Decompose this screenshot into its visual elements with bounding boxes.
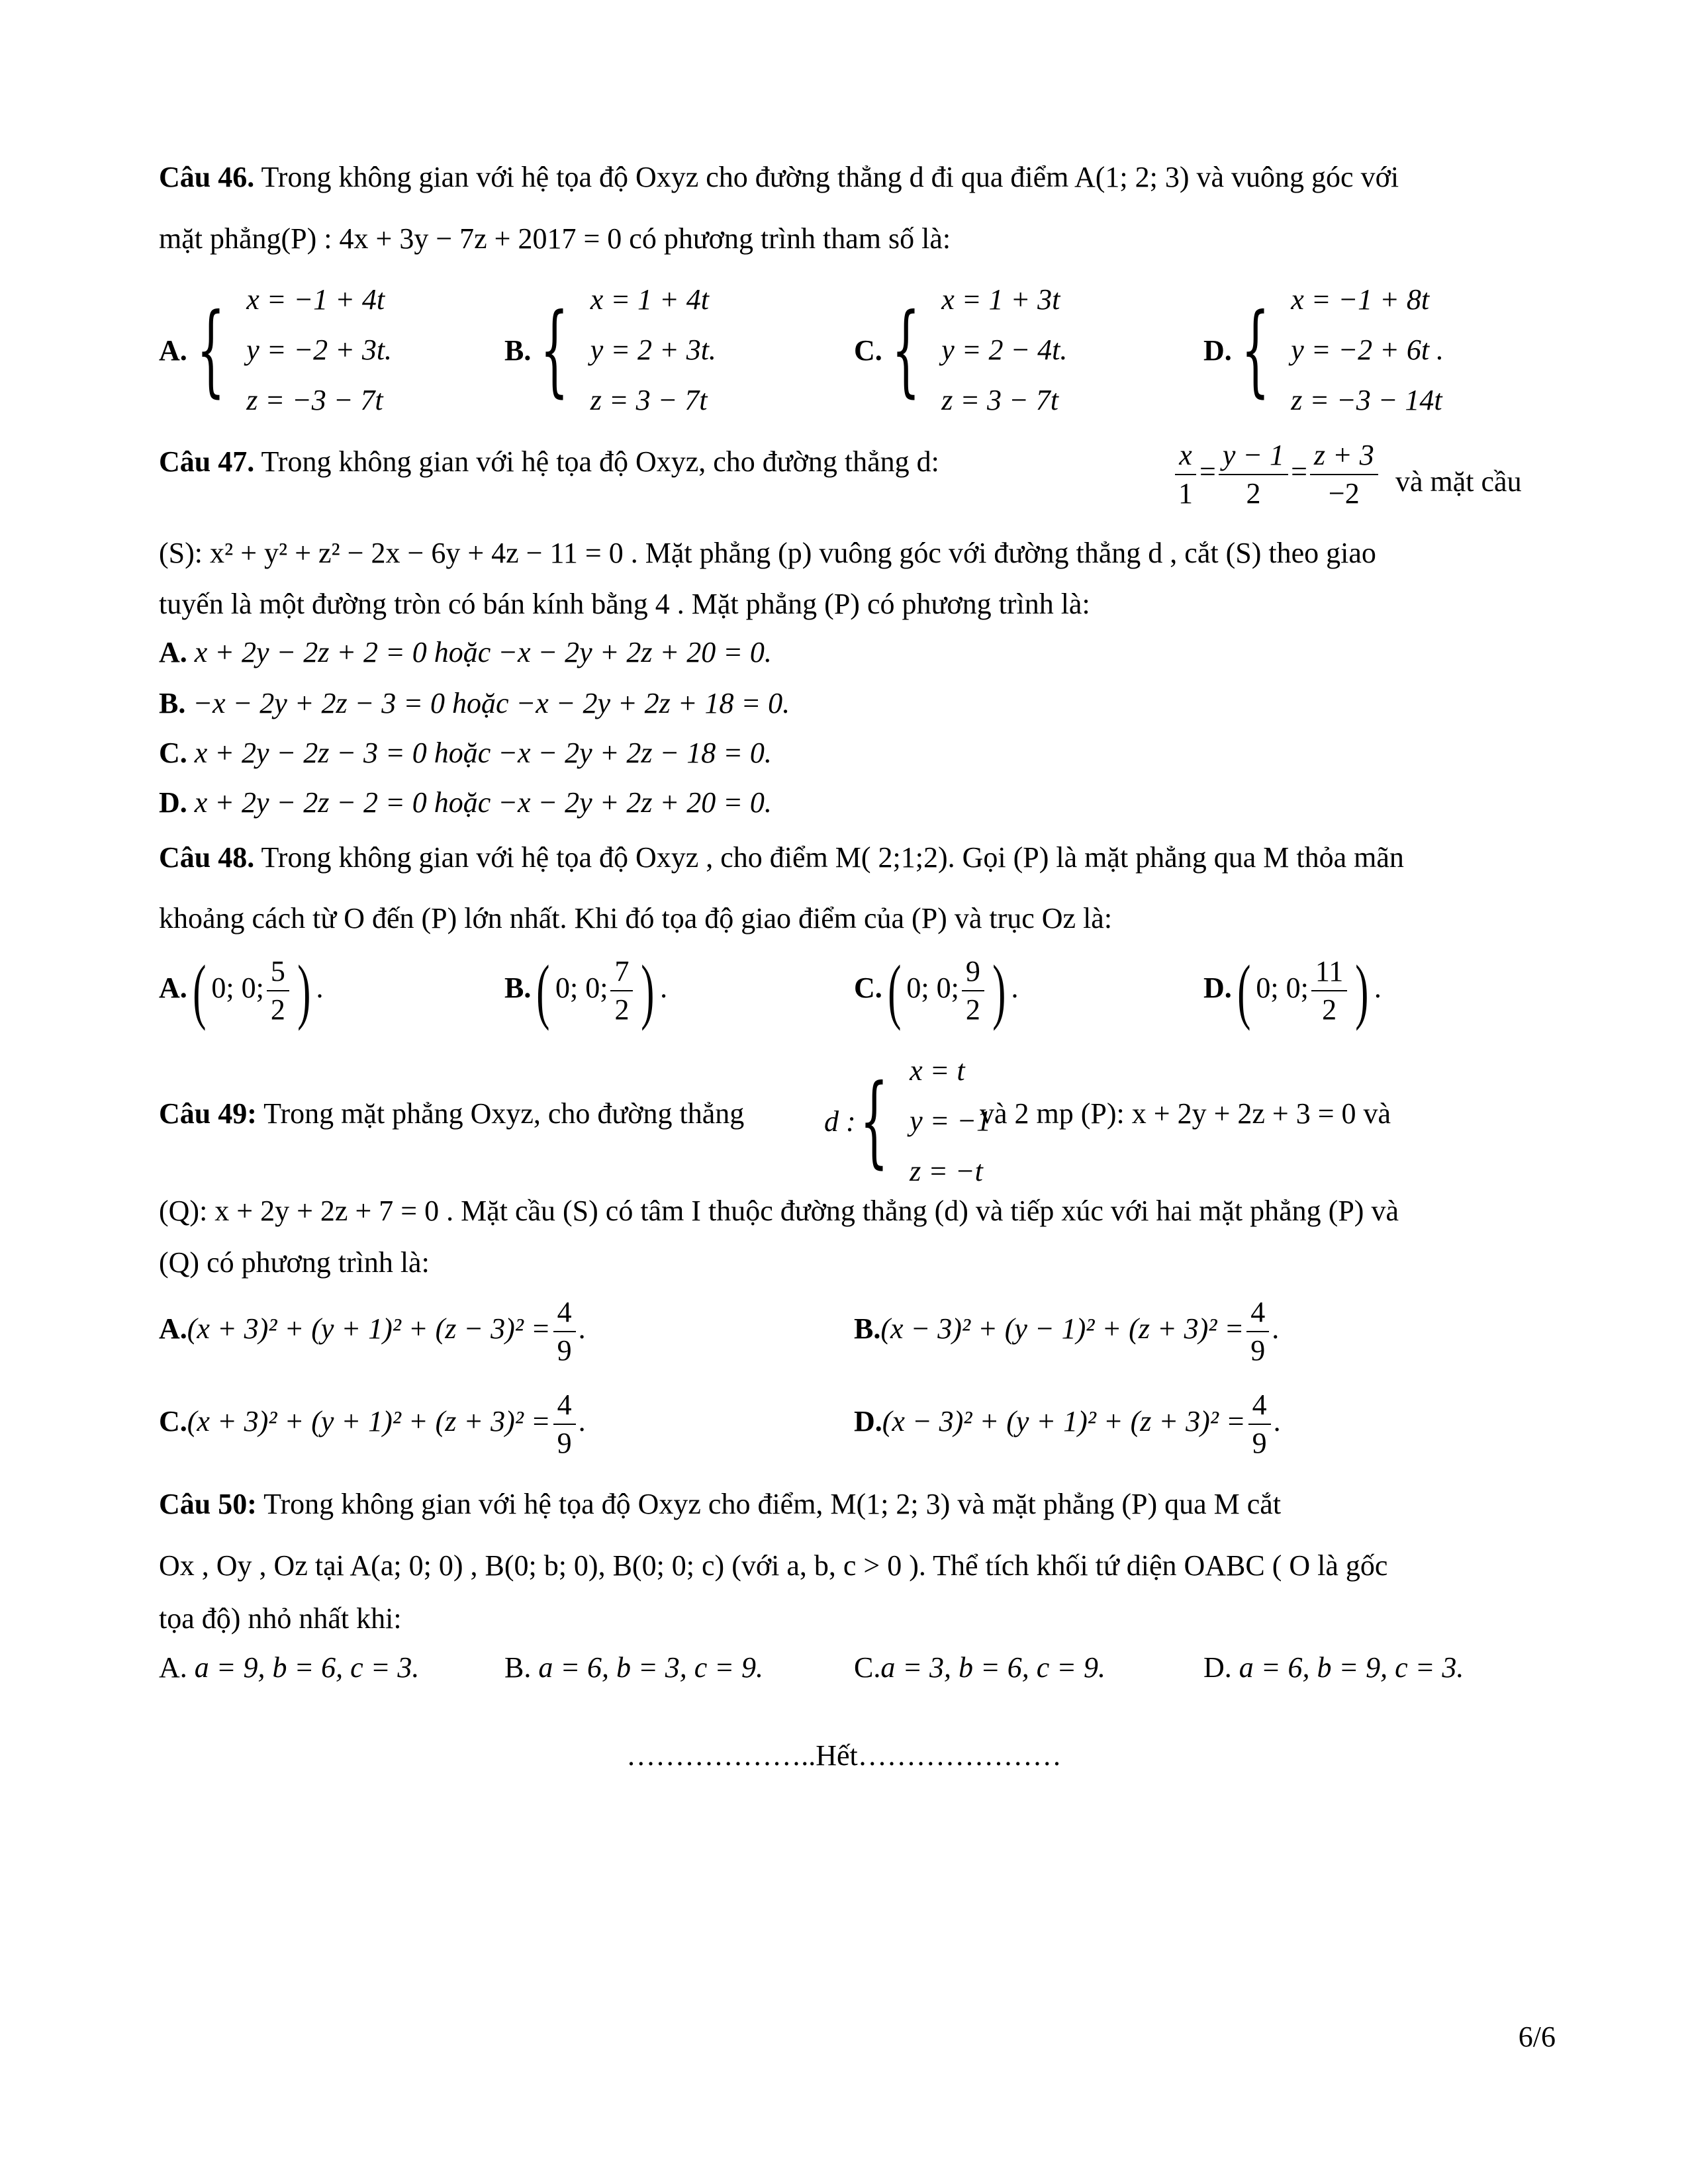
q46-line2 — [159, 220, 951, 257]
right-paren-icon: ) — [1355, 950, 1369, 1031]
q47-text1: Trong không gian với hệ tọa độ Oxyz, cho đường thẳng d: — [254, 445, 939, 478]
system-row: z = −3 − 14t — [1291, 384, 1442, 416]
fraction: $\frac{z + 3}{-2}$ — [1310, 437, 1378, 512]
q47-line3 — [159, 586, 1090, 622]
q48-text1: Trong không gian với hệ tọa độ Oxyz , cho điểm M( 2;1;2). Gọi (P) là mặt phẳng qua M thỏa mãn — [254, 841, 1404, 874]
q50-option-b[interactable] — [504, 1649, 763, 1686]
q50-text2: Ox , Oy , Oz tại A(a; 0; 0) , B(0; b; 0), B(0; 0; c) (với a, b, c > 0 ). Thể tích khối tứ diện OABC ( O là gốc — [159, 1549, 1388, 1582]
brace-icon: { — [540, 293, 569, 408]
option-label: B. — [504, 972, 532, 1005]
q46-text1: Trong không gian với hệ tọa độ Oxyz cho đường thẳng d đi qua điểm A(1; 2; 3) và vuông góc với — [254, 161, 1399, 193]
fraction: $\frac{4}{9}$ — [1246, 1294, 1269, 1369]
option-label: D. — [1203, 1651, 1232, 1684]
option-label: C. — [854, 334, 882, 367]
system-row: x = 1 + 3t — [941, 283, 1060, 316]
q49-option-a[interactable]: A.(x + 3)² + (y + 1)² + (z − 3)² = $\frac{4}{9}$ . — [159, 1294, 586, 1369]
q50-line2 — [159, 1547, 1387, 1584]
option-text: 0; 0; — [906, 972, 959, 1005]
page-number: 6/6 — [1518, 2021, 1556, 2053]
q47-line2 — [159, 535, 1376, 571]
brace-icon: { — [891, 293, 920, 408]
option-text: x + 2y − 2z − 2 = 0 hoặc −x − 2y + 2z + 20 = 0. — [187, 786, 772, 819]
option-text: a = 9, b = 6, c = 3. — [187, 1651, 420, 1684]
q49-line3 — [159, 1244, 430, 1281]
q48-option-c[interactable]: C.( 0; 0; $\frac{9}{2}$ ) . — [854, 950, 1019, 1031]
fraction: $\frac{11}{2}$ — [1311, 953, 1347, 1028]
q47-option-c[interactable] — [159, 735, 772, 771]
q47-option-a[interactable] — [159, 634, 772, 670]
q50-text3: tọa độ) nhỏ nhất khi: — [159, 1602, 402, 1635]
q46-option-a[interactable] — [159, 275, 392, 426]
option-label: D. — [159, 786, 187, 819]
q47-text1b-span: và mặt cầu — [1395, 465, 1522, 498]
fraction: $\frac{x}{1}$ — [1174, 437, 1197, 512]
q47-text1b — [1395, 463, 1522, 500]
q49-text3: (Q) có phương trình là: — [159, 1246, 430, 1279]
system-row: y = 2 + 3t. — [590, 334, 716, 366]
system-row: z = 3 − 7t — [941, 384, 1058, 416]
option-text: (x − 3)² + (y − 1)² + (z + 3)² = — [880, 1312, 1244, 1345]
system-row: y = −1 — [910, 1105, 992, 1137]
q50-option-d[interactable] — [1203, 1649, 1464, 1686]
option-label: B. — [854, 1312, 881, 1345]
right-paren-icon: ) — [641, 950, 655, 1031]
system-row: y = −2 + 6t . — [1291, 334, 1444, 366]
q49-text1b — [980, 1095, 1391, 1132]
option-text: (x − 3)² + (y + 1)² + (z + 3)² = — [882, 1405, 1246, 1438]
q48-line2 — [159, 900, 1112, 936]
left-paren-icon: ( — [536, 950, 550, 1031]
option-label: B. — [159, 687, 186, 719]
q46-option-b[interactable] — [504, 275, 716, 426]
q46-label: Câu 46. — [159, 161, 255, 193]
q46 — [159, 159, 1399, 195]
system-row: y = −2 + 3t. — [246, 334, 393, 366]
q47-option-b[interactable] — [159, 685, 790, 721]
option-text: x + 2y − 2z − 3 = 0 hoặc −x − 2y + 2z − 18 = 0. — [187, 737, 772, 769]
option-text: (x + 3)² + (y + 1)² + (z + 3)² = — [187, 1405, 551, 1438]
q48-option-a[interactable]: A.( 0; 0; $\frac{5}{2}$ ) . — [159, 950, 324, 1031]
q46-option-d[interactable] — [1203, 275, 1444, 426]
option-label: D. — [1203, 334, 1232, 367]
q49-option-b[interactable]: B.(x − 3)² + (y − 1)² + (z + 3)² = $\frac{4}{9}$ . — [854, 1294, 1279, 1369]
q47-line-equation: $\frac{x}{1}$ = $\frac{y - 1}{2}$ = $\frac{z + 3}{-2}$ — [1172, 437, 1381, 512]
fraction: $\frac{7}{2}$ — [610, 953, 633, 1028]
system-row: x = t — [910, 1054, 965, 1087]
q46-line1 — [159, 159, 1399, 195]
right-paren-icon: ) — [297, 950, 311, 1031]
option-text: 0; 0; — [211, 972, 264, 1005]
system-row: z = 3 − 7t — [590, 384, 708, 416]
option-label: A. — [159, 334, 187, 367]
option-label: C. — [159, 1405, 187, 1438]
left-paren-icon: ( — [888, 950, 902, 1031]
right-paren-icon: ) — [992, 950, 1006, 1031]
option-label: A. — [159, 972, 187, 1005]
option-label: C. — [854, 972, 882, 1005]
option-text: a = 6, b = 9, c = 3. — [1231, 1651, 1464, 1684]
q47-text2: (S): x² + y² + z² − 2x − 6y + 4z − 11 = 0 . Mặt phẳng (p) vuông góc với đường thẳng d , cắt (S) theo giao — [159, 537, 1376, 569]
option-label: A. — [159, 636, 187, 668]
option-label: C. — [159, 737, 187, 769]
q49-option-c[interactable]: C.(x + 3)² + (y + 1)² + (z + 3)² = $\frac{4}{9}$ . — [159, 1387, 586, 1462]
brace-icon: { — [859, 1064, 888, 1179]
system-row: z = −t — [910, 1155, 983, 1187]
q50-label: Câu 50: — [159, 1488, 257, 1520]
q47-label: Câu 47. — [159, 445, 255, 478]
option-label: A. — [159, 1312, 187, 1345]
q49-text1: Trong mặt phẳng Oxyz, cho đường thẳng — [256, 1097, 745, 1130]
system-row: x = 1 + 4t — [590, 283, 709, 316]
q50-option-a[interactable] — [159, 1649, 419, 1686]
q49-label: Câu 49: — [159, 1097, 257, 1130]
q50-line1 — [159, 1486, 1281, 1522]
q48-option-d[interactable]: D.( 0; 0; $\frac{11}{2}$ ) . — [1203, 950, 1382, 1031]
fraction: $\frac{4}{9}$ — [1248, 1387, 1271, 1462]
q46-text2: mặt phẳng(P) : 4x + 3y − 7z + 2017 = 0 có phương trình tham số là: — [159, 222, 951, 255]
fraction: $\frac{4}{9}$ — [553, 1294, 576, 1369]
system-row: x = −1 + 8t — [1291, 283, 1430, 316]
left-paren-icon: ( — [1237, 950, 1251, 1031]
option-text: 0; 0; — [1256, 972, 1309, 1005]
brace-icon: { — [196, 293, 225, 408]
q49-text1b-span: và 2 mp (P): x + 2y + 2z + 3 = 0 và — [980, 1097, 1391, 1130]
q46-option-c[interactable] — [854, 275, 1067, 426]
q47-text3: tuyến là một đường tròn có bán kính bằng 4 . Mặt phẳng (P) có phương trình là: — [159, 588, 1090, 620]
option-text: (x + 3)² + (y + 1)² + (z − 3)² = — [187, 1312, 551, 1345]
q49-line2 — [159, 1193, 1399, 1229]
option-text: −x − 2y + 2z − 3 = 0 hoặc −x − 2y + 2z + 18 = 0. — [185, 687, 790, 719]
system-row: z = −3 − 7t — [246, 384, 383, 416]
q48-option-b[interactable]: B.( 0; 0; $\frac{7}{2}$ ) . — [504, 950, 668, 1031]
q47-option-d[interactable] — [159, 784, 772, 821]
option-label: D. — [854, 1405, 882, 1438]
option-text: a = 6, b = 3, c = 9. — [531, 1651, 763, 1684]
fraction: $\frac{9}{2}$ — [962, 953, 984, 1028]
system-row: y = 2 − 4t. — [941, 334, 1068, 366]
left-paren-icon: ( — [193, 950, 207, 1031]
system-row: x = −1 + 4t — [246, 283, 385, 316]
end-marker: ………………..Hết………………… — [626, 1739, 1062, 1772]
option-text: a = 3, b = 6, c = 9. — [880, 1651, 1105, 1684]
q48-text2: khoảng cách từ O đến (P) lớn nhất. Khi đó tọa độ giao điểm của (P) và trục Oz là: — [159, 902, 1113, 934]
option-text: x + 2y − 2z + 2 = 0 hoặc −x − 2y + 2z + 20 = 0. — [187, 636, 772, 668]
q50-text1: Trong không gian với hệ tọa độ Oxyz cho điểm, M(1; 2; 3) và mặt phẳng (P) qua M cắt — [256, 1488, 1282, 1520]
option-label: B. — [504, 1651, 532, 1684]
option-label: A. — [159, 1651, 187, 1684]
q48-line1 — [159, 839, 1404, 876]
q49-option-d[interactable]: D.(x − 3)² + (y + 1)² + (z + 3)² = $\frac{4}{9}$ . — [854, 1387, 1281, 1462]
option-label: B. — [504, 334, 532, 367]
brace-icon: { — [1241, 293, 1270, 408]
q50-option-c[interactable] — [854, 1649, 1105, 1686]
fraction: $\frac{4}{9}$ — [553, 1387, 576, 1462]
option-text: 0; 0; — [555, 972, 608, 1005]
q49-system — [824, 1046, 991, 1197]
q47-line1 — [159, 443, 939, 480]
fraction: $\frac{y - 1}{2}$ — [1219, 437, 1288, 512]
d-label: d : — [824, 1105, 856, 1138]
option-label: C. — [854, 1651, 881, 1684]
q48-label: Câu 48. — [159, 841, 255, 874]
q49-line1 — [159, 1095, 744, 1132]
q49-text2: (Q): x + 2y + 2z + 7 = 0 . Mặt cầu (S) có tâm I thuộc đường thẳng (d) và tiếp xúc với hai mặt phẳng (P) và — [159, 1195, 1399, 1227]
q50-line3 — [159, 1600, 402, 1637]
option-label: D. — [1203, 972, 1232, 1005]
fraction: $\frac{5}{2}$ — [267, 953, 289, 1028]
